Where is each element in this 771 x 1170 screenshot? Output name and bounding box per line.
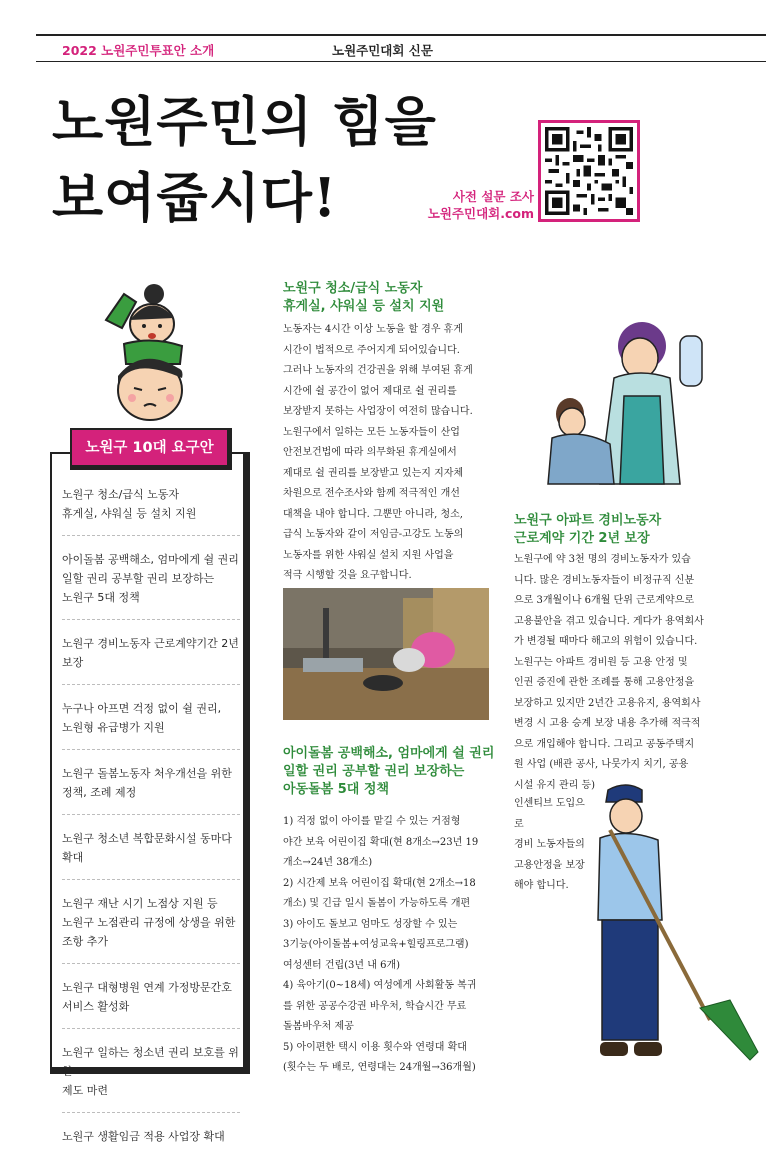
main-headline: [52, 84, 437, 236]
mother-child-illustration: [530, 316, 710, 484]
demand-item: 노원구 생활임금 적용 사업장 확대: [62, 1130, 225, 1143]
series-label: 2022 노원주민투표안 소개: [62, 43, 215, 58]
section-security-guards-title: 노원구 아파트 경비노동자 근로계약 기간 2년 보장: [514, 513, 662, 546]
headline-line-2: 보여줍시다!: [52, 167, 338, 229]
survey-label-title: 사전 설문 조사: [452, 189, 534, 204]
demand-item: 노원구 일하는 청소년 권리 보호를 위한 제도 마련: [62, 1041, 240, 1113]
break-room-photo: [283, 588, 489, 720]
survey-website[interactable]: 노원주민대회.com: [427, 206, 534, 221]
demands-list: [62, 483, 240, 1170]
publication-name: 노원주민대회 신문: [332, 43, 433, 58]
section-childcare-body: 1) 걱정 없이 아이를 맡길 수 있는 거점형 야간 보육 어린이집 확대(현 8개소→23년 19 개소→24년 38개소) 2) 시간제 보육 어린이집 확대(현 2개소→18 개소) 및 긴급 일시 돌봄이 가능하도록 개편 3) 아이도 돌보고 엄마도 성장할 수 있는 3기능(아이돌봄+여성교육+힐링프로그램) 여성센터 건립(3년 내 6개) 4) 육아기(0~18세) 여성에게 사회활동 복귀 를 위한 공공수강권 바우처, 학습시간 무료 돌봄바우처 제공 5) 아이편한 택시 이용 횟수와 연령대 확대 (횟수는 두 배로, 연령대는 24개월→36개월): [283, 816, 479, 1073]
demand-item: 노원구 경비노동자 근로계약기간 2년 보장: [62, 632, 240, 685]
section-security-guards-conclusion: 인센티브 도입으로 경비 노동자들의 고용안정을 보장 해야 합니다.: [514, 798, 585, 891]
section-childcare-title: 아이돌봄 공백해소, 엄마에게 쉴 권리 일할 권리 공부할 권리 보장하는 아동돌봄 5대 정책: [283, 746, 495, 797]
demands-panel-title: 노원구 10대 요구안: [70, 428, 232, 470]
demand-item: 노원구 재난 시기 노점상 지원 등 노원구 노점관리 규정에 상생을 위한 조항 추가: [62, 892, 240, 964]
demand-item: 누구나 아프면 걱정 없이 쉴 권리, 노원형 유급병가 지원: [62, 697, 240, 750]
section-cleaning-workers-title: 노원구 청소/급식 노동자 휴게실, 샤워실 등 설치 지원: [283, 281, 445, 314]
demand-item: 노원구 돌봄노동자 처우개선을 위한 정책, 조례 제정: [62, 762, 240, 815]
survey-qr-code[interactable]: [538, 120, 640, 222]
headline-line-1: 노원주민의 힘을: [52, 91, 437, 153]
survey-label: [418, 188, 534, 222]
masthead-bar: [36, 34, 766, 62]
security-guard-illustration: [590, 780, 760, 1070]
parent-child-illustration: [92, 280, 202, 430]
demand-item: 아이돌봄 공백해소, 엄마에게 쉴 권리 일할 권리 공부할 권리 보장하는 노원구 5대 정책: [62, 548, 240, 620]
demand-item: 노원구 대형병원 연계 가정방문간호 서비스 활성화: [62, 976, 240, 1029]
demand-item: 노원구 청소/급식 노동자 휴게실, 샤워실 등 설치 지원: [62, 483, 240, 536]
section-cleaning-workers-body: 노동자는 4시간 이상 노동을 할 경우 휴게 시간이 법적으로 주어지게 되어있습니다. 그러나 노동자의 건강권을 위해 부여된 휴게 시간에 쉴 공간이 없어 제대로 쉴 권리를 보장받지 못하는 사업장이 여전히 많습니다. 노원구에서 일하는 모든 노동자들이 산업 안전보건법에 따라 의무화된 휴게실에서 제대로 쉴 권리를 보장받고 있는지 지자체 차원으로 전수조사와 함께 적극적인 개선 대책을 내야 합니다. 그뿐만 아니라, 청소, 급식 노동자와 같이 저임금-고강도 노동의 노동자를 위한 샤워실 설치 지원 사업을 적극 시행할 것을 요구합니다.: [283, 324, 473, 581]
section-security-guards-body: 노원구에 약 3천 명의 경비노동자가 있습 니다. 많은 경비노동자들이 비정규직 신분 으로 3개월이나 6개월 단위 근로계약으로 고용불안을 겪고 있습니다. 게다가 용역회사 가 변경될 때마다 해고의 위험이 있습니다. 노원구는 아파트 경비원 등 고용 안정 및 인권 증진에 관한 조례를 통해 고용안정을 보장하고 있지만 2년간 고용유지, 용역회사 변경 시 고용 승계 보장 내용 추가해 적극적 으로 개입해야 합니다. 그리고 공동주택지 원 사업 (배관 공사, 나뭇가지 치기, 공용 시설 유지 관리 등): [514, 554, 704, 791]
demand-item: 노원구 청소년 복합문화시설 동마다 확대: [62, 827, 240, 880]
